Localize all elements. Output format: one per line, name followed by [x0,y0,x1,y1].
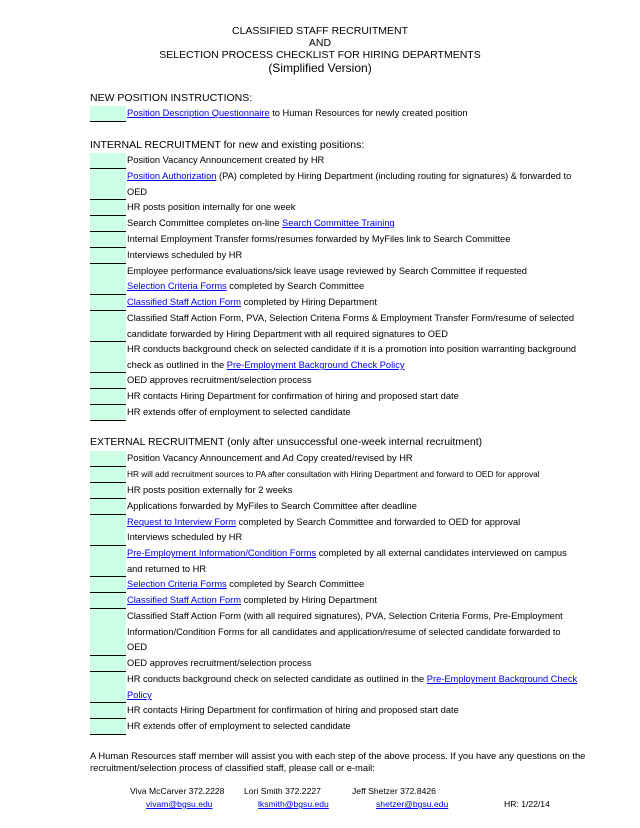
internal-item-2-cont: OED [127,187,148,197]
internal-item-1: Position Vacancy Announcement created by HR [127,155,325,165]
checkbox-external-14[interactable] [90,719,126,735]
checkbox-external-13[interactable] [90,703,126,719]
contact-3-name: Jeff Shetzer 372.8426 [352,786,436,796]
internal-item-2: Position Authorization (PA) completed by Hiring Department (including routing for signatures) & forwarded to [127,171,572,181]
checkbox-external-7[interactable] [90,546,126,577]
internal-item-8: Selection Criteria Forms completed by Search Committee [127,281,365,291]
internal-item-10-cont: candidate forwarded by Hiring Department with all required signatures to OED [127,329,448,339]
checkbox-internal-14[interactable] [90,405,126,421]
external-item-9: Classified Staff Action Form completed by Hiring Department [127,595,377,605]
external-item-10-cont: Information/Condition Forms for all candidates and application/resume of selected candidate forwarded to [127,627,561,637]
internal-item-12: OED approves recruitment/selection process [127,375,312,385]
external-item-13: HR contacts Hiring Department for confirmation of hiring and proposed start date [127,705,459,715]
external-item-4: Applications forwarded by MyFiles to Search Committee after deadline [127,501,417,511]
checkbox-external-8[interactable] [90,577,126,593]
internal-item-5: Internal Employment Transfer forms/resumes forwarded by MyFiles link to Search Committee [127,234,511,244]
checkbox-internal-7[interactable] [90,264,126,280]
background-check-policy-link-ext[interactable]: Policy [127,690,152,700]
external-item-5: Request to Interview Form completed by Search Committee and forwarded to OED for approval [127,517,521,527]
new-item-1: Position Description Questionnaire to Human Resources for newly created position [127,108,468,118]
external-item-6: Interviews scheduled by HR [127,532,243,542]
background-check-policy-link[interactable]: Pre-Employment Background Check Policy [226,360,405,370]
external-item-1: Position Vacancy Announcement and Ad Copy created/revised by HR [127,453,413,463]
checkbox-internal-13[interactable] [90,389,126,405]
new-position-heading: NEW POSITION INSTRUCTIONS: [90,92,253,104]
checkbox-internal-8[interactable] [90,279,126,295]
external-item-10: Classified Staff Action Form (with all required signatures), PVA, Selection Criteria Forms, Pre-Employment [127,611,563,621]
checkbox-external-11[interactable] [90,656,126,672]
checkbox-internal-5[interactable] [90,232,126,248]
selection-criteria-forms-link-ext[interactable]: Selection Criteria Forms [127,579,227,589]
internal-item-11-cont: check as outlined in the Pre-Employment Background Check Policy [127,360,405,370]
doc-subtitle: (Simplified Version) [268,61,372,75]
doc-title-line2: AND [308,37,332,49]
contact-3-email[interactable]: shetzer@bgsu.edu [376,799,449,809]
internal-item-3: HR posts position internally for one week [127,202,296,212]
checkbox-internal-3[interactable] [90,200,126,216]
external-item-12-cont [127,688,597,704]
position-description-questionnaire-link[interactable]: Position Description Questionnaire [127,108,270,118]
external-item-7: Pre-Employment Information/Condition Forms completed by all external candidates interviewed on campus [127,548,567,558]
checkbox-internal-4[interactable] [90,216,126,232]
checkbox-external-10[interactable] [90,609,126,656]
external-item-7-cont: and returned to HR [127,564,207,574]
classified-staff-action-form-link-ext[interactable]: Classified Staff Action Form [127,595,242,605]
form-revision-id: HR: 1/22/14 [504,799,550,809]
checkbox-external-12[interactable] [90,672,126,703]
checkbox-internal-11[interactable] [90,342,126,373]
selection-criteria-forms-link[interactable]: Selection Criteria Forms [127,281,227,291]
checkbox-internal-2[interactable] [90,169,126,200]
doc-title-line3: SELECTION PROCESS CHECKLIST FOR HIRING DEPARTMENTS [159,49,481,61]
classified-staff-action-form-link[interactable]: Classified Staff Action Form [127,297,242,307]
contact-1-name: Viva McCarver 372.2228 [130,786,225,796]
pre-employment-info-forms-link[interactable]: Pre-Employment Information/Condition Forms [127,548,317,558]
internal-item-6: Interviews scheduled by HR [127,250,243,260]
external-item-2: HR will add recruitment sources to PA after consultation with Hiring Department and forward to OED for approval [127,469,540,479]
checkbox-external-9[interactable] [90,593,126,609]
external-item-14: HR extends offer of employment to selected candidate [127,721,351,731]
checkbox-internal-9[interactable] [90,295,126,311]
external-heading: EXTERNAL RECRUITMENT (only after unsuccessful one-week internal recruitment) [90,436,483,448]
checkbox-internal-6[interactable] [90,248,126,264]
internal-item-14: HR extends offer of employment to selected candidate [127,407,351,417]
internal-item-13: HR contacts Hiring Department for confirmation of hiring and proposed start date [127,391,459,401]
footer-note: A Human Resources staff member will assist you with each step of the above process. If you have any questions on the recruitment/selection process of classified staff, please call or e-mail: [90,750,586,773]
internal-item-11: HR conducts background check on selected candidate if it is a promotion into position warranting background [127,344,577,354]
doc-title-line1: CLASSIFIED STAFF RECRUITMENT [232,25,408,37]
checkbox-external-2[interactable] [90,467,126,483]
checkbox-external-4[interactable] [90,499,126,515]
internal-item-7: Employee performance evaluations/sick leave usage reviewed by Search Committee if requested [127,266,527,276]
checkbox-internal-1[interactable] [90,153,126,169]
search-committee-training-link[interactable]: Search Committee Training [282,218,395,228]
external-item-11: OED approves recruitment/selection process [127,658,312,668]
checkbox-external-1[interactable] [90,451,126,467]
checkbox-internal-10[interactable] [90,311,126,342]
internal-item-10: Classified Staff Action Form, PVA, Selection Criteria Forms & Employment Transfer Form/resume of selected [127,313,575,323]
internal-item-9: Classified Staff Action Form completed by Hiring Department [127,297,377,307]
checkbox-external-5[interactable] [90,515,126,531]
checkbox-external-6[interactable] [90,530,126,546]
checkbox-external-3[interactable] [90,483,126,499]
internal-heading: INTERNAL RECRUITMENT for new and existing positions: [90,139,365,151]
checkbox-internal-12[interactable] [90,373,126,389]
external-item-8: Selection Criteria Forms completed by Search Committee [127,579,365,589]
external-item-3: HR posts position externally for 2 weeks [127,485,293,495]
background-check-link-ext[interactable]: Pre-Employment Background Check [426,674,578,684]
contact-2-name: Lori Smith 372.2227 [244,786,321,796]
contact-1-email[interactable]: vivam@bgsu.edu [146,799,213,809]
request-to-interview-form-link[interactable]: Request to Interview Form [127,517,237,527]
checkbox-new-1[interactable] [90,106,126,122]
internal-item-4: Search Committee completes on-line Search Committee Training [127,218,395,228]
contact-2-email[interactable]: lksmith@bgsu.edu [258,799,329,809]
external-item-10-cont2: OED [127,642,148,652]
external-item-12: HR conducts background check on selected candidate as outlined in the Pre-Employment Background Check [127,674,578,684]
position-authorization-link[interactable]: Position Authorization [127,171,217,181]
